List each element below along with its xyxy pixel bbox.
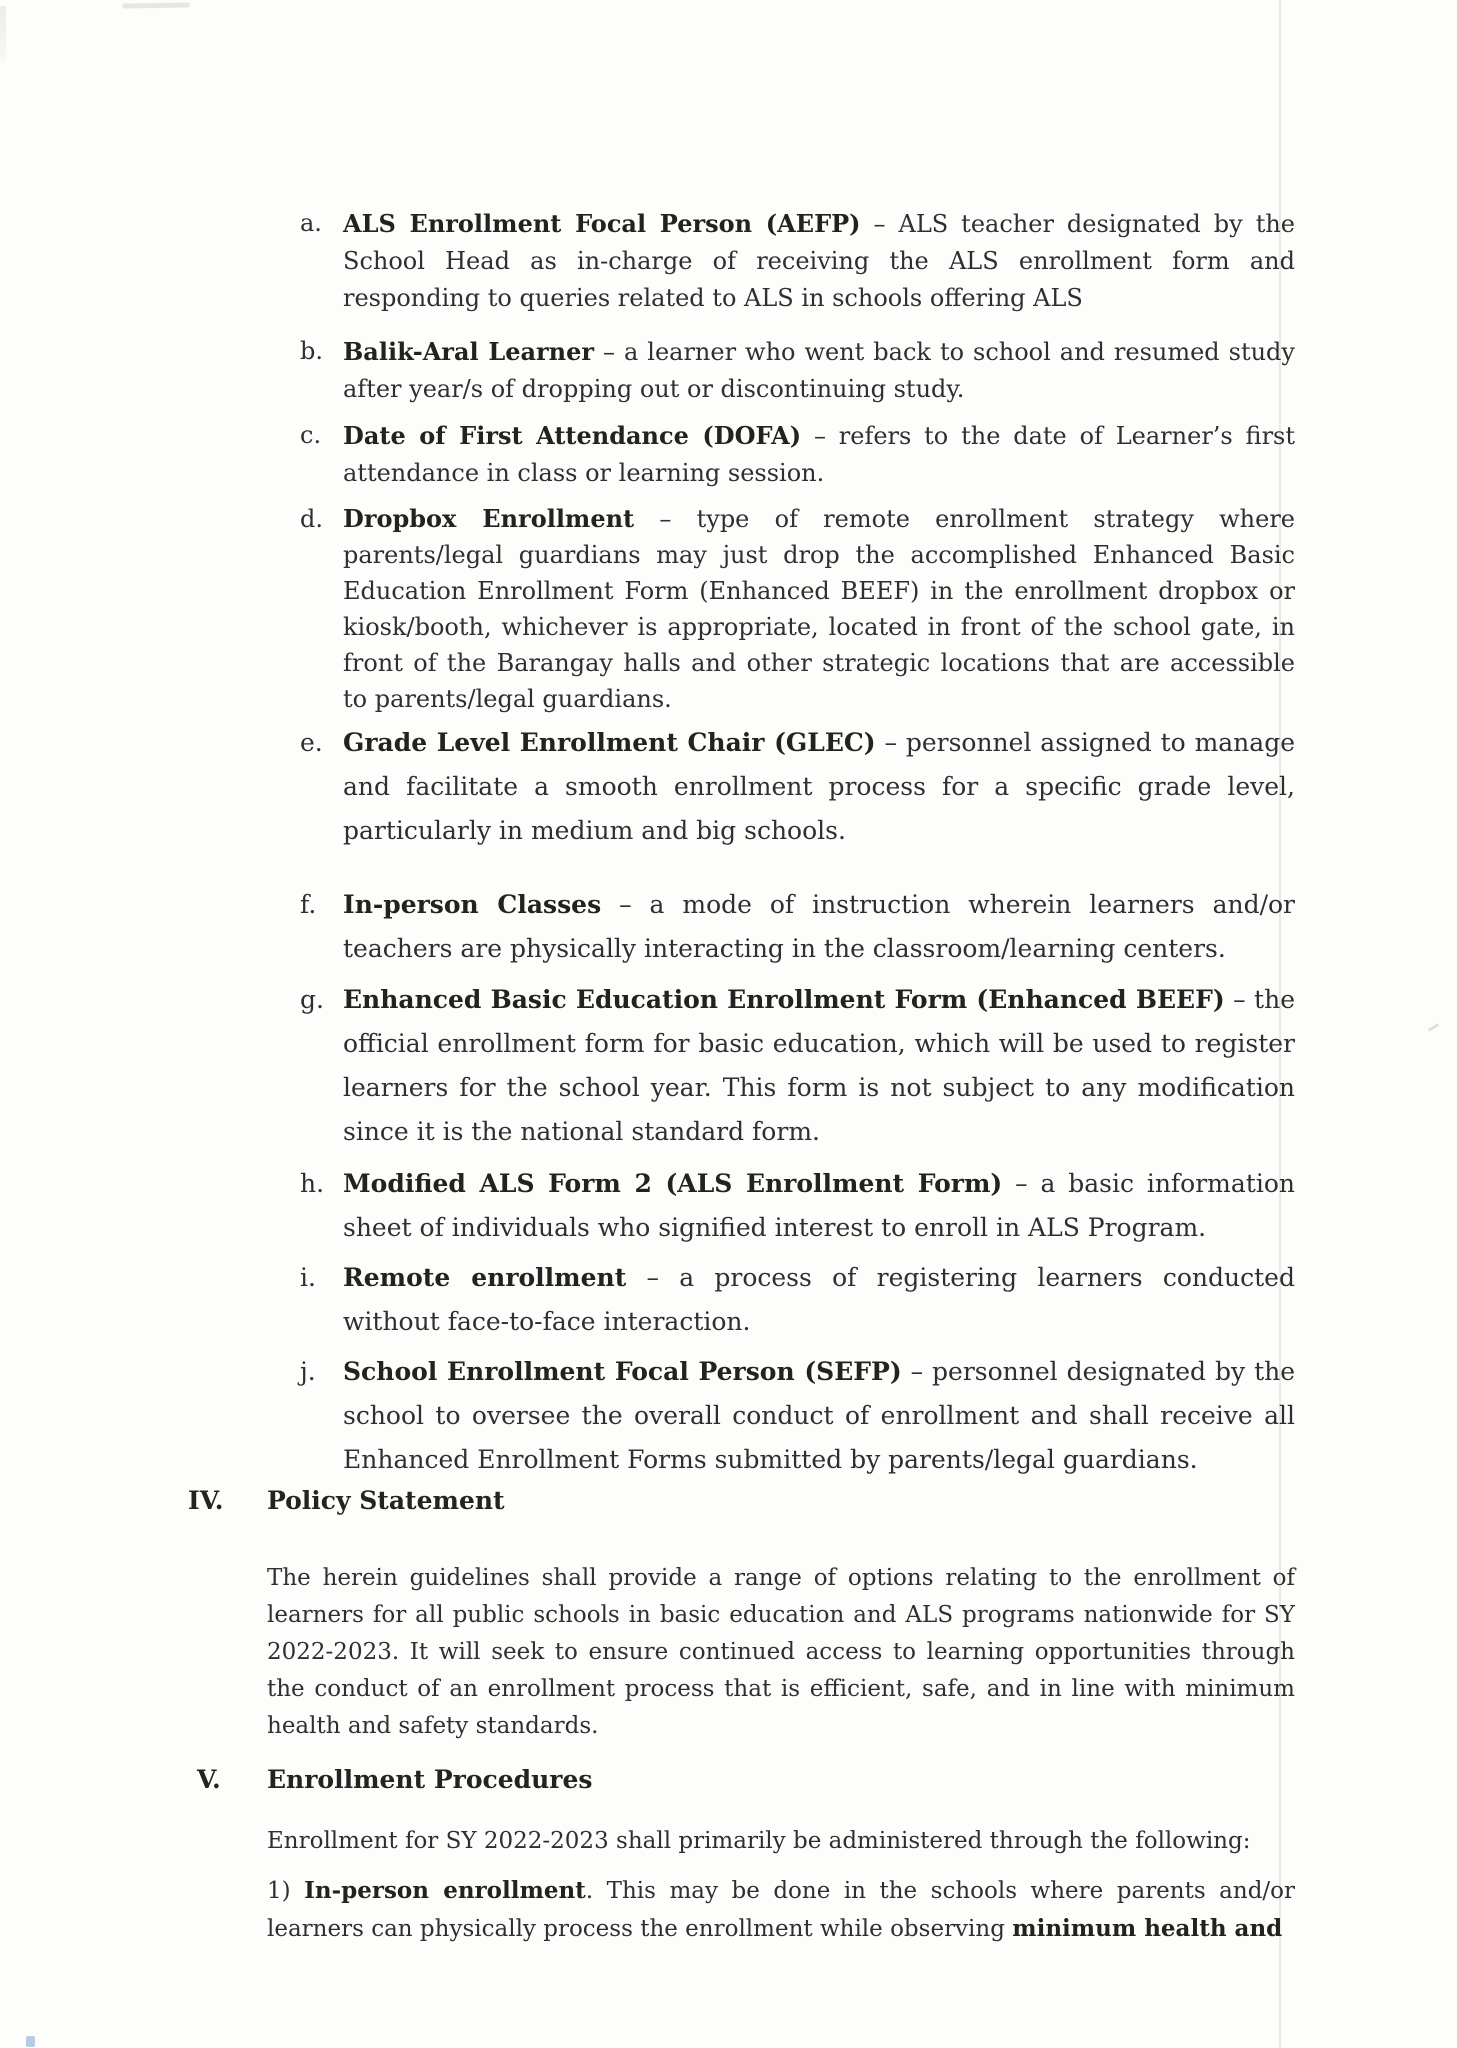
- definition-item-c: [300, 417, 1296, 492]
- definition-letter: d.: [300, 505, 323, 533]
- definition-letter: c.: [300, 421, 322, 449]
- definition-letter: g.: [300, 985, 324, 1014]
- definition-term: Balik-Aral Learner: [343, 337, 595, 366]
- definition-item-d: [300, 501, 1295, 717]
- definition-item-a: [300, 205, 1295, 317]
- scan-artifact-right-mark: [1428, 1023, 1439, 1031]
- procedure-item-term: In-person enrollment: [304, 1877, 586, 1904]
- section-heading-policy-statement: [188, 1482, 1295, 1520]
- definition-letter: b.: [300, 337, 323, 365]
- definition-item-b: [300, 333, 1295, 408]
- definition-term: Dropbox Enrollment: [343, 504, 635, 533]
- definition-text: – type of remote enrollment strategy where parents/legal guardians may just drop the accomplished Enhanced Basic Education Enrollment Form (Enhanced BEEF) in the enrollment dropbox or kiosk/booth, whichever is appropriate, located in front of the school gate, in front of the Barangay halls and other strategic locations that are accessible to parents/legal guardians.: [343, 505, 1295, 713]
- section-numeral: IV.: [188, 1486, 224, 1515]
- procedure-item-number: 1): [267, 1878, 305, 1904]
- definition-letter: j.: [300, 1357, 316, 1386]
- definition-item-h: [300, 1162, 1295, 1250]
- definition-term: Remote enrollment: [343, 1263, 627, 1292]
- definition-text: – personnel designated by the school to oversee the overall conduct of enrollment and shall receive all Enhanced Enrollment Forms submitted by parents/legal guardians.: [343, 1357, 1296, 1474]
- definition-letter: e.: [300, 728, 323, 757]
- scan-artifact-top-smudge: [122, 2, 190, 8]
- policy-statement-paragraph: The herein guidelines shall provide a range of options relating to the enrollment of learners for all public schools in basic education and ALS programs nationwide for SY 2022-2023. It will seek to ensure continued access to learning opportunities through the conduct of an enrollment process that is efficient, safe, and in line with minimum health and safety standards.: [267, 1565, 1295, 1739]
- definition-term: Grade Level Enrollment Chair (GLEC): [343, 728, 876, 757]
- definition-item-e: [300, 721, 1295, 853]
- definition-letter: h.: [300, 1169, 325, 1198]
- definition-text: – the official enrollment form for basic education, which will be used to register learners for the school year. This form is not subject to any modification since it is the national standard form.: [343, 985, 1295, 1146]
- enrollment-procedure-item-1: [267, 1872, 1295, 1948]
- scan-artifact-topleft-streak: [0, 6, 6, 62]
- document-content: [0, 205, 1295, 1948]
- definition-item-i: [300, 1256, 1295, 1344]
- definition-text: – a mode of instruction wherein learners and/or teachers are physically interacting in the classroom/learning centers.: [343, 890, 1295, 963]
- definition-item-g: [300, 978, 1295, 1154]
- definition-text: – a basic information sheet of individuals who signified interest to enroll in ALS Program.: [343, 1169, 1295, 1242]
- section-title: Enrollment Procedures: [267, 1765, 593, 1794]
- definition-letter: i.: [300, 1263, 316, 1292]
- definition-item-j: [300, 1350, 1296, 1482]
- section-title: Policy Statement: [267, 1486, 505, 1515]
- definition-letter: a.: [300, 209, 322, 237]
- scan-artifact-bottom-blue-mark: [26, 2036, 35, 2047]
- definition-text: – personnel assigned to manage and facilitate a smooth enrollment process for a specific grade level, particularly in medium and big schools.: [343, 728, 1295, 845]
- definition-term: Modified ALS Form 2 (ALS Enrollment Form): [343, 1169, 1003, 1198]
- definition-text: – a learner who went back to school and resumed study after year/s of dropping out or discontinuing study.: [343, 338, 1295, 403]
- definition-letter: f.: [300, 890, 317, 919]
- definition-item-f: [300, 883, 1295, 971]
- definition-text: – ALS teacher designated by the School Head as in-charge of receiving the ALS enrollment form and responding to queries related to ALS in schools offering ALS: [343, 210, 1295, 312]
- definition-term: Date of First Attendance (DOFA): [343, 421, 802, 450]
- section-heading-enrollment-procedures: [197, 1761, 1295, 1799]
- definition-term: Enhanced Basic Education Enrollment Form (Enhanced BEEF): [343, 985, 1225, 1014]
- definition-term: In-person Classes: [343, 890, 602, 919]
- section-numeral: V.: [197, 1765, 221, 1794]
- procedure-item-bold-tail: minimum health and: [1012, 1915, 1283, 1942]
- definition-text: – refers to the date of Learner’s first attendance in class or learning session.: [343, 422, 1296, 487]
- enrollment-procedures-intro: Enrollment for SY 2022-2023 shall primarily be administered through the following:: [267, 1828, 1251, 1854]
- definition-term: School Enrollment Focal Person (SEFP): [343, 1357, 902, 1386]
- procedure-item-text: . This may be done in the schools where parents and/or learners can physically process the enrollment while observing: [267, 1878, 1296, 1942]
- definition-text: – a process of registering learners conducted without face-to-face interaction.: [343, 1263, 1295, 1336]
- definition-term: ALS Enrollment Focal Person (AEFP): [343, 209, 861, 238]
